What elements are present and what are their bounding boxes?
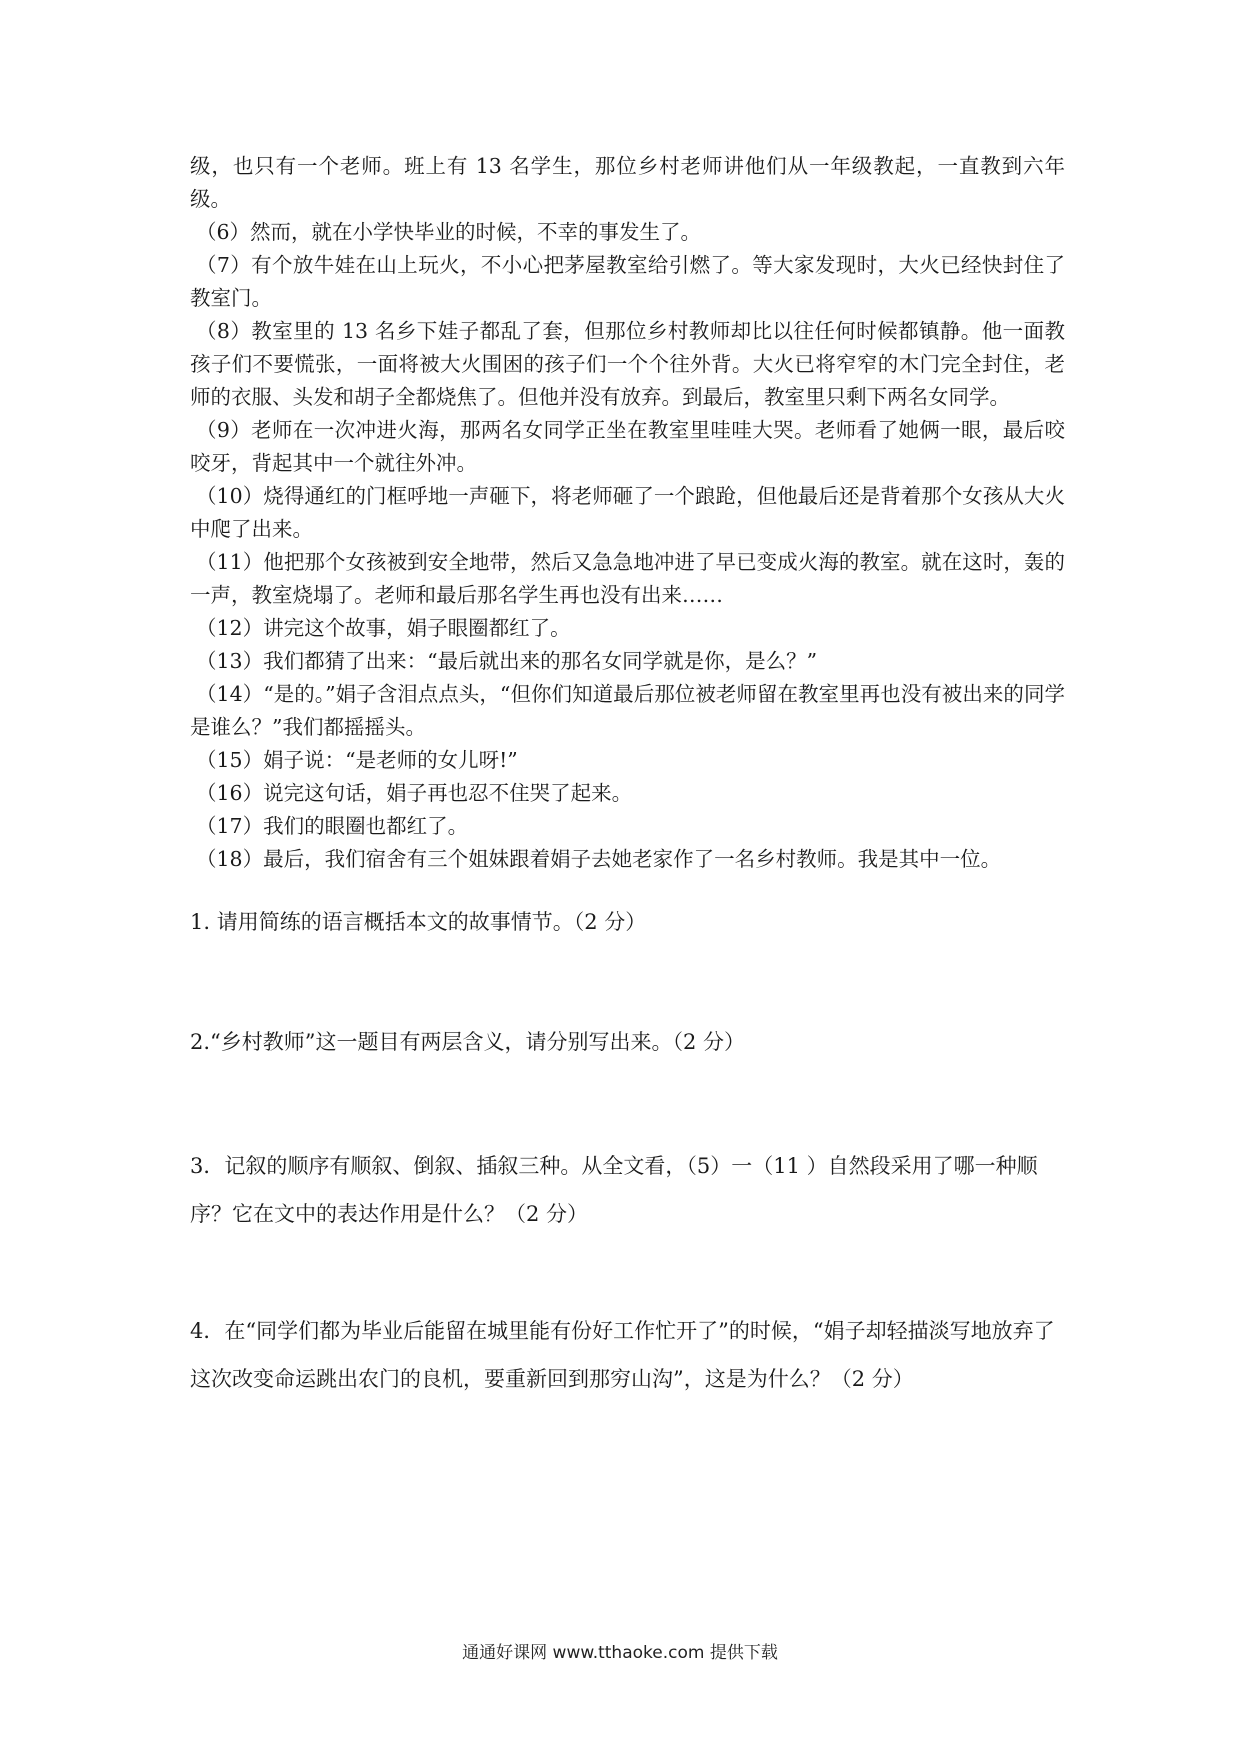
passage-paragraph: （8）教室里的 13 名乡下娃子都乱了套，但那位乡村教师却比以往任何时候都镇静。他一面教孩子们不要慌张，一面将被大火围困的孩子们一个个往外背。大火已将窄窄的木门完全封住，老师的衣服、头发和胡子全都烧焦了。但他并没有放弃。到最后，教室里只剩下两名女同学。 bbox=[190, 319, 1065, 409]
passage-paragraph: 级，也只有一个老师。班上有 13 名学生，那位乡村老师讲他们从一年级教起，一直教到六年级。 bbox=[190, 154, 1065, 211]
reading-passage bbox=[190, 150, 1065, 876]
question-3: 3．记叙的顺序有顺叙、倒叙、插叙三种。从全文看，（5）一（11 ）自然段采用了哪一种顺序？它在文中的表达作用是什么？（2 分） bbox=[190, 1154, 1038, 1226]
passage-paragraph: （16）说完这句话，娟子再也忍不住哭了起来。 bbox=[196, 781, 633, 805]
passage-paragraph: （13）我们都猜了出来：“最后就出来的那名女同学就是你，是么？” bbox=[196, 649, 818, 673]
question-2: 2.“乡村教师”这一题目有两层含义，请分别写出来。（2 分） bbox=[190, 1030, 746, 1054]
question-1: 1. 请用简练的语言概括本文的故事情节。（2 分） bbox=[190, 910, 647, 934]
page-footer: 通通好课网 www.tthaoke.com 提供下载 bbox=[462, 1643, 778, 1663]
passage-paragraph: （14）“是的。”娟子含泪点点头，“但你们知道最后那位被老师留在教室里再也没有被出来的同学是谁么？”我们都摇摇头。 bbox=[190, 682, 1065, 739]
passage-paragraph: （12）讲完这个故事，娟子眼圈都红了。 bbox=[196, 616, 571, 640]
passage-paragraph: （17）我们的眼圈也都红了。 bbox=[196, 814, 469, 838]
passage-paragraph: （11）他把那个女孩被到安全地带，然后又急急地冲进了早已变成火海的教室。就在这时，轰的一声，教室烧塌了。老师和最后那名学生再也没有出来…… bbox=[190, 550, 1065, 607]
passage-paragraph: （6）然而，就在小学快毕业的时候，不幸的事发生了。 bbox=[196, 220, 702, 244]
passage-paragraph: （7）有个放牛娃在山上玩火，不小心把茅屋教室给引燃了。等大家发现时，大火已经快封住了教室门。 bbox=[190, 253, 1065, 310]
passage-paragraph: （18）最后，我们宿舍有三个姐妹跟着娟子去她老家作了一名乡村教师。我是其中一位。 bbox=[196, 847, 1002, 871]
passage-paragraph: （15）娟子说：“是老师的女儿呀!” bbox=[196, 748, 518, 772]
passage-paragraph: （9）老师在一次冲进火海，那两名女同学正坐在教室里哇哇大哭。老师看了她俩一眼，最后咬咬牙，背起其中一个就往外冲。 bbox=[190, 418, 1065, 475]
question-4: 4．在“同学们都为毕业后能留在城里能有份好工作忙开了”的时候，“娟子却轻描淡写地放弃了这次改变命运跳出农门的良机，要重新回到那穷山沟”，这是为什么？（2 分） bbox=[190, 1319, 1055, 1391]
passage-paragraph: （10）烧得通红的门框呼地一声砸下，将老师砸了一个踉跄，但他最后还是背着那个女孩从大火中爬了出来。 bbox=[190, 484, 1065, 541]
